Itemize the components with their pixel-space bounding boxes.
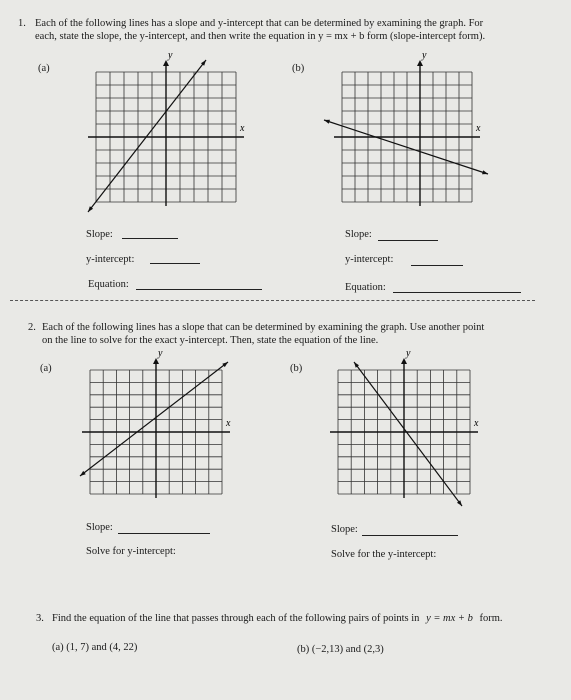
y-axis-label: y: [406, 348, 411, 359]
q3-part-a: (a) (1, 7) and (4, 22): [52, 642, 138, 653]
q2-prompt-line2: on the line to solve for the exact y-intercept. Then, state the equation of the line.: [42, 335, 379, 346]
x-axis-label: x: [476, 123, 481, 134]
q3-form-equation: y = mx + b: [426, 613, 473, 624]
q2-number: 2.: [28, 322, 36, 333]
q1a-slope-label: Slope:: [86, 229, 113, 240]
q2a-graph: [72, 346, 252, 516]
q1b-equation-label: Equation:: [345, 282, 386, 293]
q1-part-a-label: (a): [38, 63, 50, 74]
q1b-slope-blank[interactable]: [378, 228, 438, 241]
q1b-yint-label: y-intercept:: [345, 254, 394, 265]
plotted-line: [354, 362, 462, 506]
section-divider-1: [10, 300, 535, 301]
q2a-solve-label: Solve for y-intercept:: [86, 546, 176, 557]
q1a-slope-blank[interactable]: [122, 226, 178, 239]
q3-form-tail: form.: [479, 613, 503, 624]
q1b-yint-blank[interactable]: [411, 253, 463, 266]
q1b-equation-blank[interactable]: [393, 280, 521, 293]
q1a-equation-label: Equation:: [88, 279, 129, 290]
q1-prompt-line1: Each of the following lines has a slope and y-intercept that can be determined by examining the graph. For: [35, 18, 484, 29]
q1a-yint-label: y-intercept:: [86, 254, 135, 265]
q1-part-b-label: (b): [292, 63, 305, 74]
line-arrow-start: [324, 120, 330, 124]
q1a-equation-blank[interactable]: [136, 277, 262, 290]
q3-part-b: (b) (−2,13) and (2,3): [297, 644, 384, 655]
q1a-graph: [80, 44, 245, 214]
y-axis-label: y: [168, 50, 173, 61]
y-axis-label: y: [422, 50, 427, 61]
q1-number: 1.: [18, 18, 26, 29]
q2b-graph: [320, 346, 500, 516]
q3-prompt: [52, 612, 503, 625]
x-axis-label: x: [240, 123, 245, 134]
q2a-slope-blank[interactable]: [118, 521, 210, 534]
plotted-line: [80, 362, 228, 476]
x-axis-label: x: [474, 418, 479, 429]
q2a-slope-label: Slope:: [86, 522, 113, 533]
q3-prompt-text: Find the equation of the line that passes through each of the following pairs of points in: [52, 613, 420, 624]
plotted-line: [324, 120, 488, 174]
q2-part-b-label: (b): [290, 363, 303, 374]
line-arrow-end: [482, 170, 488, 174]
q2-prompt-line1: Each of the following lines has a slope that can be determined by examining the graph. Use another point: [42, 322, 485, 333]
q3-number: 3.: [36, 613, 44, 624]
q1b-graph: [320, 44, 500, 214]
q2b-slope-blank[interactable]: [362, 523, 458, 536]
x-axis-label: x: [226, 418, 231, 429]
q2b-slope-label: Slope:: [331, 524, 358, 535]
q1-prompt-line2: each, state the slope, the y-intercept, and then write the equation in y = mx + b form (slope-intercept form).: [35, 31, 486, 42]
q2-part-a-label: (a): [40, 363, 52, 374]
q1a-yint-blank[interactable]: [150, 251, 200, 264]
q1b-slope-label: Slope:: [345, 229, 372, 240]
q2b-solve-label: Solve for the y-intercept:: [331, 549, 437, 560]
y-axis-label: y: [158, 348, 163, 359]
